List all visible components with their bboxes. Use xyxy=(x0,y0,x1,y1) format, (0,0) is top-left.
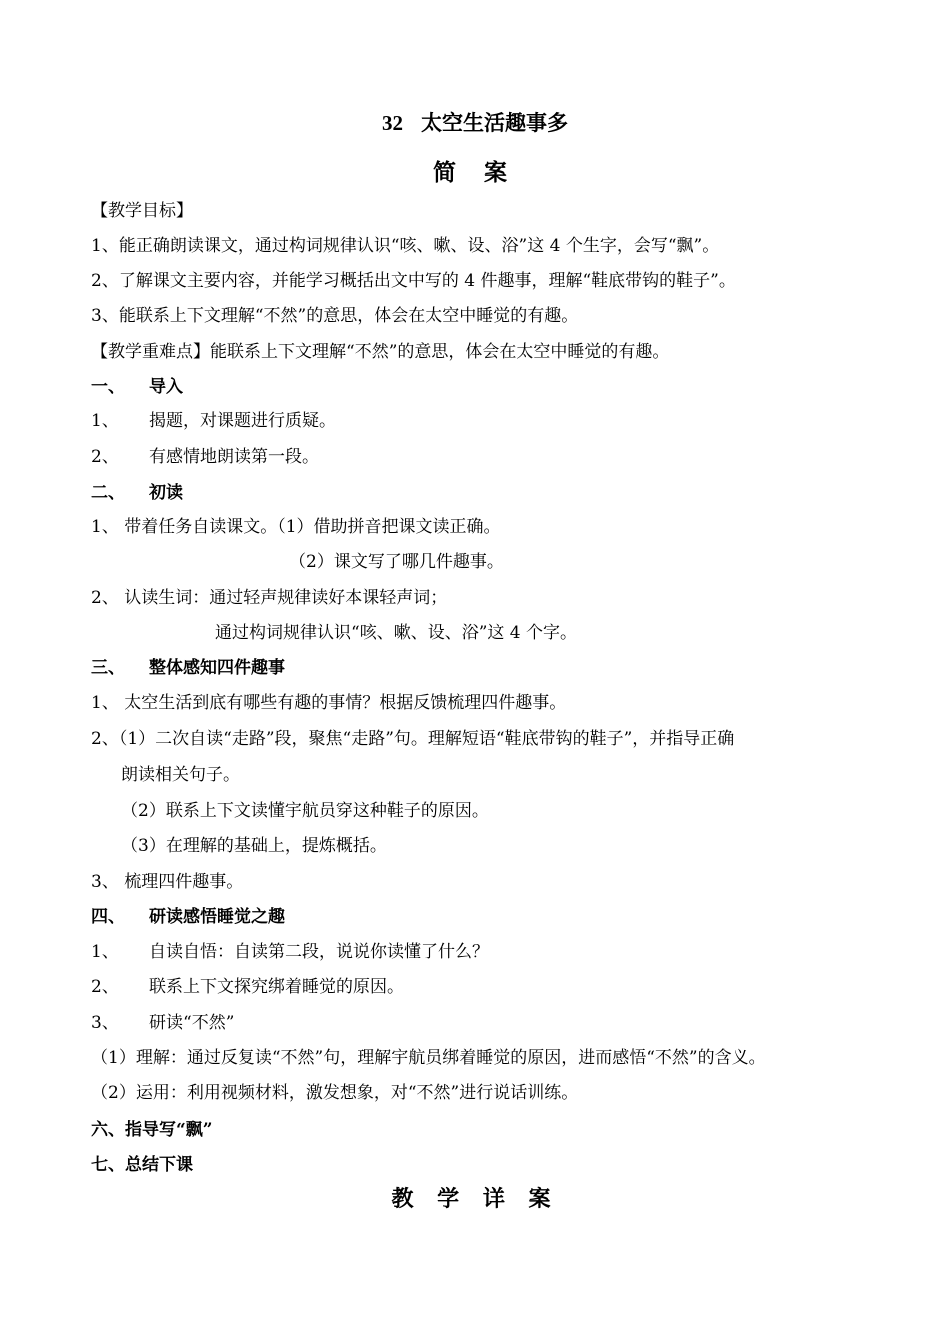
section-3-item-2: 2、（1）二次自读“走路”段，聚焦“走路”句。理解短语“鞋底带钩的鞋子”，并指导正确 xyxy=(91,729,735,749)
item-text: 研读“不然” xyxy=(149,1013,235,1033)
item-number: 1、 xyxy=(91,411,119,431)
section-4-heading xyxy=(91,906,285,928)
detailed-plan-heading: 教 学 详 案 xyxy=(391,1186,559,1212)
section-3-item-2-b: （2）联系上下文读懂宇航员穿这种鞋子的原因。 xyxy=(121,801,489,821)
item-text: 有感情地朗读第一段。 xyxy=(149,447,319,467)
section-4-title: 研读感悟睡觉之趣 xyxy=(149,907,285,927)
section-1-item-1 xyxy=(91,410,336,432)
section-6-heading: 六、指导写“飘” xyxy=(91,1120,213,1140)
section-3-item-2-continued: 朗读相关句子。 xyxy=(121,765,240,785)
section-2-heading xyxy=(91,482,183,504)
lesson-title xyxy=(0,109,950,137)
brief-plan-heading: 简 案 xyxy=(432,159,517,186)
section-3-title: 整体感知四件趣事 xyxy=(149,658,285,678)
section-1-number: 一、 xyxy=(91,377,125,397)
section-4-item-3 xyxy=(91,1012,234,1034)
item-text: 联系上下文探究绑着睡觉的原因。 xyxy=(149,977,404,997)
objectives-heading: 【教学目标】 xyxy=(91,201,193,221)
item-text: 自读自悟：自读第二段，说说你读懂了什么？ xyxy=(149,942,489,962)
item-number: 2、 xyxy=(91,977,119,997)
section-4-item-2 xyxy=(91,976,404,998)
lesson-number: 32 xyxy=(382,111,403,135)
section-4-number: 四、 xyxy=(91,907,125,927)
objective-3: 3、能联系上下文理解“不然”的意思，体会在太空中睡觉的有趣。 xyxy=(91,306,579,326)
section-2-number: 二、 xyxy=(91,483,125,503)
section-3-item-2-c: （3）在理解的基础上，提炼概括。 xyxy=(121,836,387,856)
section-1-heading xyxy=(91,376,183,398)
section-7-heading: 七、总结下课 xyxy=(91,1155,193,1175)
item-number: 1、 xyxy=(91,942,119,962)
item-number: 3、 xyxy=(91,1013,119,1033)
section-3-item-1: 1、 太空生活到底有哪些有趣的事情？根据反馈梳理四件趣事。 xyxy=(91,693,567,713)
section-3-item-3: 3、 梳理四件趣事。 xyxy=(91,872,244,892)
section-1-item-2 xyxy=(91,446,319,468)
section-2-item-1: 1、 带着任务自读课文。（1）借助拼音把课文读正确。 xyxy=(91,517,501,537)
section-2-item-1-sub: （2）课文写了哪几件趣事。 xyxy=(289,552,504,572)
lesson-title-text: 太空生活趣事多 xyxy=(421,110,568,135)
key-points: 【教学重难点】能联系上下文理解“不然”的意思，体会在太空中睡觉的有趣。 xyxy=(91,342,670,362)
section-3-heading xyxy=(91,657,285,679)
section-3-number: 三、 xyxy=(91,658,125,678)
section-4-sub-2: （2）运用：利用视频材料，激发想象，对“不然”进行说话训练。 xyxy=(91,1083,579,1103)
objective-2: 2、了解课文主要内容，并能学习概括出文中写的 4 件趣事，理解“鞋底带钩的鞋子”。 xyxy=(91,271,736,291)
item-text: 揭题，对课题进行质疑。 xyxy=(149,411,336,431)
section-1-title: 导入 xyxy=(149,377,183,397)
section-2-item-2: 2、 认读生词：通过轻声规律读好本课轻声词； xyxy=(91,588,448,608)
section-2-title: 初读 xyxy=(149,483,183,503)
section-2-item-2-sub: 通过构词规律认识“咳、嗽、设、浴”这 4 个字。 xyxy=(215,623,578,643)
objective-1: 1、能正确朗读课文，通过构词规律认识“咳、嗽、设、浴”这 4 个生字，会写“飘”。 xyxy=(91,236,720,256)
section-4-sub-1: （1）理解：通过反复读“不然”句，理解宇航员绑着睡觉的原因，进而感悟“不然”的含义。 xyxy=(91,1048,766,1068)
section-4-item-1 xyxy=(91,941,489,963)
item-number: 2、 xyxy=(91,447,119,467)
